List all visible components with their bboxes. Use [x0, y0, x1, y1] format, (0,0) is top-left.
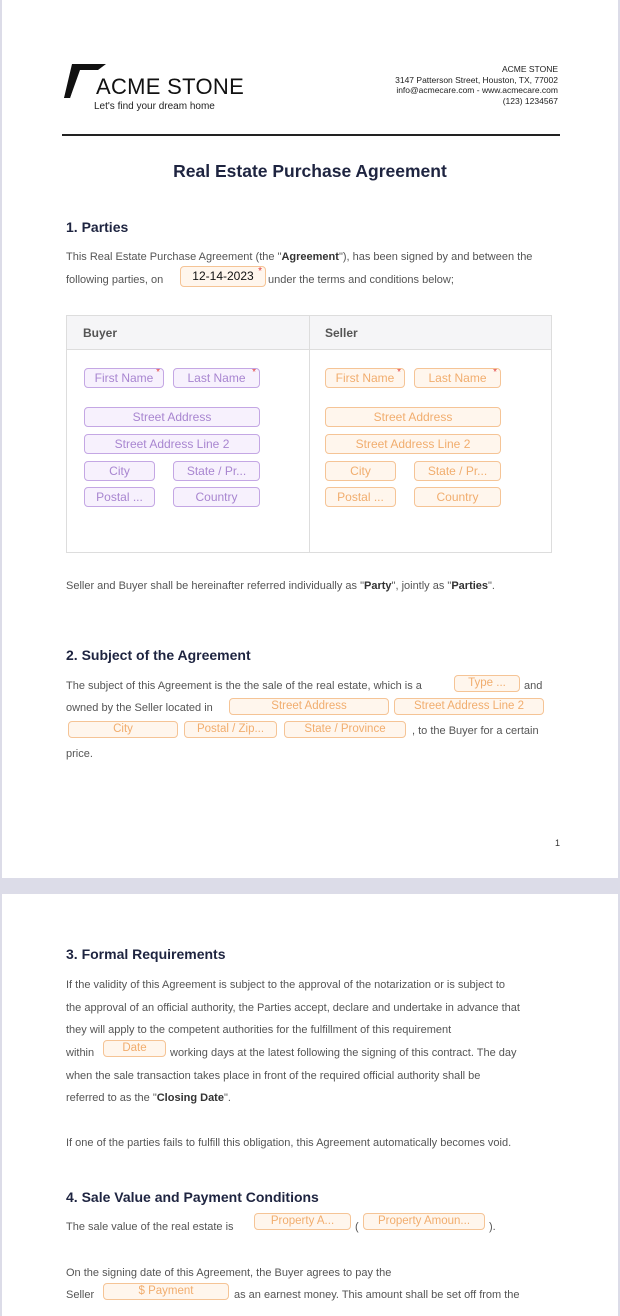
parties-table — [66, 315, 552, 553]
section-3-line-6 — [66, 1092, 231, 1104]
section-1-heading: 1. Parties — [66, 219, 129, 235]
paren-close: ). — [489, 1221, 496, 1233]
working-days-input[interactable]: Date — [103, 1040, 166, 1057]
company-contact: info@acmecare.com - www.acmecare.com — [396, 85, 558, 95]
section-4-heading: 4. Sale Value and Payment Conditions — [66, 1189, 319, 1205]
property-street-input[interactable]: Street Address — [229, 698, 389, 715]
parties-column-divider — [309, 316, 310, 552]
section-2-line-1: The subject of this Agreement is the the sale of the real estate, which is a — [66, 680, 422, 692]
property-city-input[interactable]: City — [68, 721, 178, 738]
section-4-line-2: On the signing date of this Agreement, the Buyer agrees to pay the — [66, 1267, 392, 1279]
section-3-line-4-pre: within — [66, 1047, 95, 1059]
buyer-label: Buyer — [83, 326, 118, 340]
seller-street-input[interactable]: Street Address — [325, 407, 501, 427]
document-title: Real Estate Purchase Agreement — [173, 161, 447, 181]
section-2-line-2: owned by the Seller located in — [66, 702, 213, 714]
section-3-line-5: when the sale transaction takes place in front of the required official authority shall be — [66, 1070, 481, 1082]
section-1-footer — [66, 580, 495, 592]
buyer-state-input[interactable]: State / Pr... — [173, 461, 260, 481]
logo-text: ACME STONE — [96, 74, 245, 99]
closing-text-a: referred to as the " — [66, 1092, 157, 1104]
seller-street2-input[interactable]: Street Address Line 2 — [325, 434, 501, 454]
section-4-line-3-pre: Seller — [66, 1289, 95, 1301]
section-1-intro-line-2-pre: following parties, on — [66, 274, 164, 286]
buyer-country-input[interactable]: Country — [173, 487, 260, 507]
section-3-line-2: the approval of an official authority, the Parties accept, declare and undertake in advance that — [66, 1002, 520, 1014]
property-street2-input[interactable]: Street Address Line 2 — [394, 698, 544, 715]
property-amount-words-input[interactable]: Property Amoun... — [363, 1213, 485, 1230]
section-3-line-4-post: working days at the latest following the signing of this contract. The day — [170, 1047, 517, 1059]
intro-text-b: "), has been signed by and between the — [338, 251, 533, 263]
section-2-line-4: price. — [66, 748, 93, 760]
property-state-input[interactable]: State / Province — [284, 721, 406, 738]
section-2-heading: 2. Subject of the Agreement — [66, 647, 251, 663]
footer-text-b: ", jointly as " — [391, 580, 452, 592]
buyer-street-input[interactable]: Street Address — [84, 407, 260, 427]
seller-first-name-input[interactable]: First Name * — [325, 368, 405, 388]
section-2-and: and — [524, 680, 543, 692]
footer-party: Party — [364, 580, 392, 592]
section-3-line-3: they will apply to the competent authorities for the fulfillment of this requirement — [66, 1024, 452, 1036]
property-amount-input[interactable]: Property A... — [254, 1213, 351, 1230]
section-3-heading: 3. Formal Requirements — [66, 946, 226, 962]
seller-postal-input[interactable]: Postal ... — [325, 487, 396, 507]
header-divider — [62, 134, 560, 136]
closing-text-b: ". — [223, 1092, 231, 1104]
logo-tagline: Let's find your dream home — [94, 101, 215, 112]
document-page-2 — [2, 894, 618, 1316]
section-4-line-3-post: as an earnest money. This amount shall be set off from the — [234, 1289, 520, 1301]
company-phone: (123) 1234567 — [502, 95, 558, 106]
agreement-date-field[interactable]: 12-14-2023 * — [180, 266, 266, 287]
intro-text-a: This Real Estate Purchase Agreement (the " — [66, 251, 282, 263]
section-2-line-3-end: , to the Buyer for a certain — [412, 725, 539, 737]
company-info — [395, 64, 558, 106]
section-1-intro-line-1 — [66, 251, 532, 263]
paren-open: ( — [355, 1221, 359, 1233]
buyer-street2-input[interactable]: Street Address Line 2 — [84, 434, 260, 454]
seller-city-input[interactable]: City — [325, 461, 396, 481]
buyer-first-name-input[interactable]: First Name * — [84, 368, 164, 388]
footer-text-a: Seller and Buyer shall be hereinafter referred individually as " — [66, 580, 365, 592]
intro-bold: Agreement — [281, 251, 339, 263]
property-postal-input[interactable]: Postal / Zip... — [184, 721, 277, 738]
section-3-line-1: If the validity of this Agreement is subject to the approval of the notarization or is subject to — [66, 979, 506, 991]
closing-date-bold: Closing Date — [156, 1092, 224, 1104]
seller-label: Seller — [325, 326, 358, 340]
section-1-intro-line-2-post: under the terms and conditions below; — [268, 274, 454, 286]
company-name: ACME STONE — [501, 64, 558, 74]
footer-text-c: ". — [488, 580, 495, 592]
buyer-city-input[interactable]: City — [84, 461, 155, 481]
section-3-line-7: If one of the parties fails to fulfill this obligation, this Agreement automatically becomes void. — [66, 1137, 512, 1149]
seller-state-input[interactable]: State / Pr... — [414, 461, 501, 481]
buyer-postal-input[interactable]: Postal ... — [84, 487, 155, 507]
property-type-input[interactable]: Type ... — [454, 675, 520, 692]
seller-last-name-input[interactable]: Last Name * — [414, 368, 501, 388]
seller-country-input[interactable]: Country — [414, 487, 501, 507]
buyer-last-name-input[interactable]: Last Name * — [173, 368, 260, 388]
document-page-1 — [2, 0, 618, 878]
earnest-payment-input[interactable]: $ Payment — [103, 1283, 229, 1300]
page-number: 1 — [554, 838, 560, 848]
footer-parties: Parties — [451, 580, 489, 592]
company-address: 3147 Patterson Street, Houston, TX, 77002 — [395, 74, 558, 85]
section-4-line-1: The sale value of the real estate is — [66, 1221, 234, 1233]
